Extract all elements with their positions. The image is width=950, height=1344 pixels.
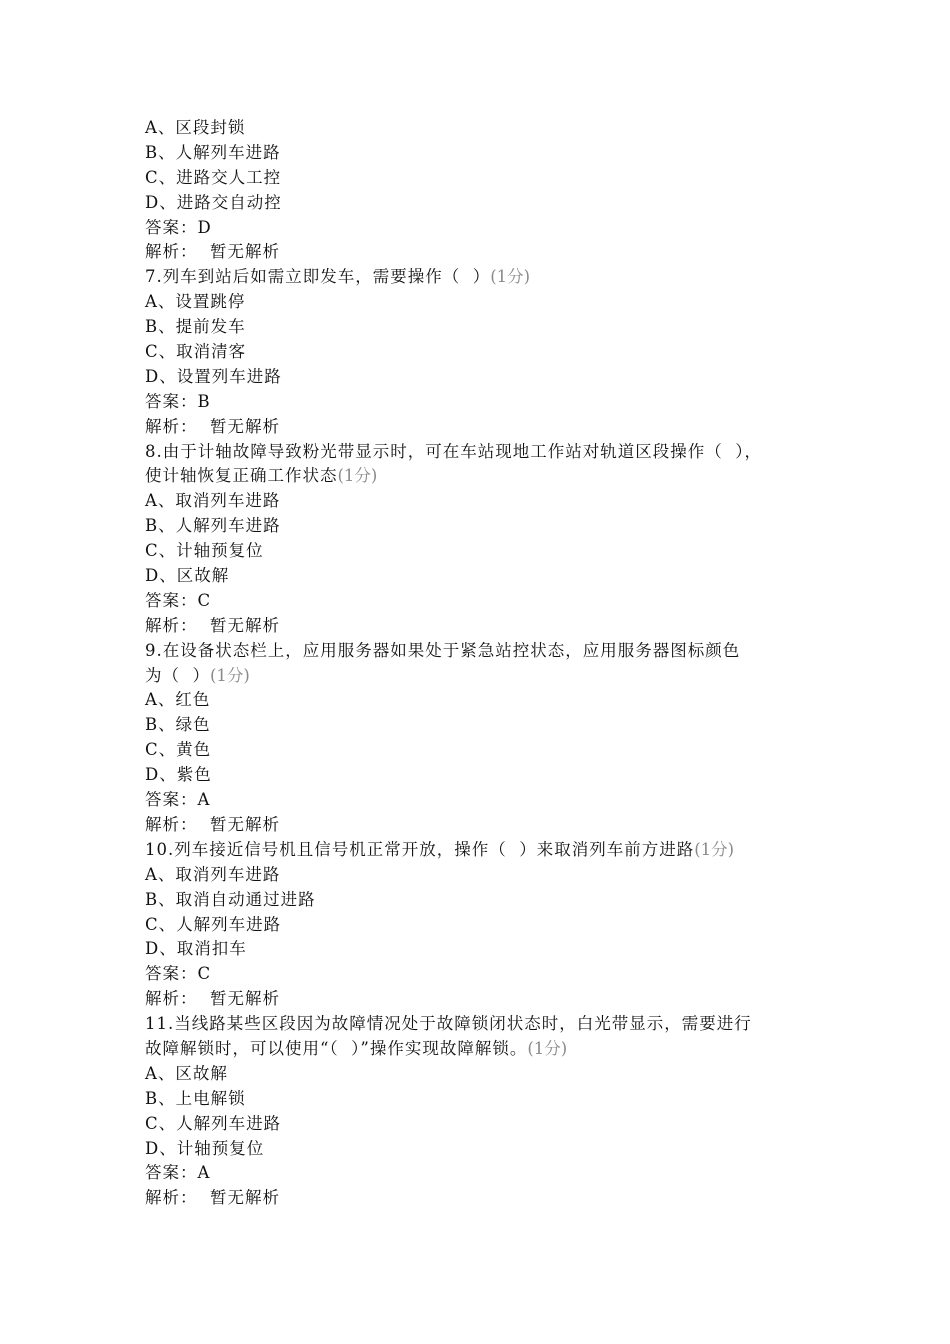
- option-b: B、人解列车进路: [145, 516, 281, 536]
- option-c: C、人解列车进路: [145, 1113, 282, 1133]
- option-a: A、区故解: [145, 1063, 228, 1083]
- option-b: B、绿色: [145, 715, 211, 735]
- option-a: A、区段封锁: [145, 118, 246, 137]
- question-10-text: [145, 838, 825, 863]
- score-label: (1分): [210, 665, 250, 685]
- score-label: (1分): [694, 839, 735, 859]
- option-d: D、取消扣车: [145, 939, 247, 959]
- answer: 答案：A: [145, 790, 211, 810]
- question-10-block: [145, 838, 825, 1012]
- score-label: (1分): [337, 466, 378, 486]
- answer: 答案：C: [145, 964, 212, 984]
- option-c: C、取消清客: [145, 342, 247, 362]
- option-a: A、设置跳停: [145, 292, 246, 312]
- option-c: C、人解列车进路: [145, 914, 282, 934]
- option-b: B、取消自动通过进路: [145, 889, 316, 909]
- score-label: (1分): [527, 1038, 568, 1058]
- document-page: [145, 116, 825, 1211]
- option-a: A、取消列车进路: [145, 864, 281, 884]
- question-8-text-cont: [145, 464, 825, 489]
- option-d: D、紫色: [145, 765, 212, 785]
- question-text-line: 11.当线路某些区段因为故障情况处于故障锁闭状态时，白光带显示，需要进行: [145, 1014, 752, 1034]
- question-text-line: 7.列车到站后如需立即发车，需要操作（ ）: [145, 267, 491, 287]
- question-8-block: [145, 440, 825, 639]
- question-text-line: 8.由于计轴故障导致粉光带显示时，可在车站现地工作站对轨道区段操作（ ），: [145, 441, 762, 461]
- analysis: 解析： 暂无解析: [145, 416, 280, 436]
- option-c: C、黄色: [145, 740, 212, 760]
- option-b: B、上电解锁: [145, 1088, 246, 1108]
- question-text-line: 9.在设备状态栏上，应用服务器如果处于紧急站控状态，应用服务器图标颜色: [145, 640, 741, 660]
- option-b: B、人解列车进路: [145, 142, 281, 162]
- question-text-line: 为（ ）: [145, 665, 210, 685]
- answer: 答案：B: [145, 391, 211, 411]
- question-text-line: 使计轴恢复正确工作状态: [145, 466, 338, 486]
- option-a: A、取消列车进路: [145, 491, 281, 511]
- analysis: 解析： 暂无解析: [145, 615, 280, 635]
- option-d: D、设置列车进路: [145, 366, 282, 386]
- analysis: 解析： 暂无解析: [145, 242, 280, 262]
- question-7-text: [145, 265, 825, 290]
- analysis: 解析： 暂无解析: [145, 1188, 280, 1208]
- option-a: A、红色: [145, 690, 211, 710]
- analysis: 解析： 暂无解析: [145, 814, 280, 834]
- option-d: D、区故解: [145, 566, 230, 586]
- option-c: C、计轴预复位: [145, 541, 264, 561]
- question-text-line: 10.列车接近信号机且信号机正常开放，操作（ ）来取消列车前方进路: [145, 839, 695, 859]
- question-9-text-cont: [145, 664, 825, 689]
- question-11-block: [145, 1012, 825, 1211]
- option-d: D、进路交自动控: [145, 192, 282, 212]
- answer: 答案：C: [145, 590, 212, 610]
- score-label: (1分): [490, 267, 531, 287]
- analysis: 解析： 暂无解析: [145, 989, 280, 1009]
- option-c: C、进路交人工控: [145, 167, 282, 187]
- answer: 答案：A: [145, 1163, 211, 1183]
- question-11-text-cont: [145, 1037, 825, 1062]
- question-text-line: 故障解锁时，可以使用“（ ）”操作实现故障解锁。: [145, 1038, 528, 1058]
- question-7-block: [145, 265, 825, 439]
- prev-question-block: [145, 116, 825, 265]
- question-9-block: [145, 639, 825, 838]
- option-d: D、计轴预复位: [145, 1138, 265, 1158]
- option-b: B、提前发车: [145, 317, 246, 337]
- answer: 答案：D: [145, 217, 212, 237]
